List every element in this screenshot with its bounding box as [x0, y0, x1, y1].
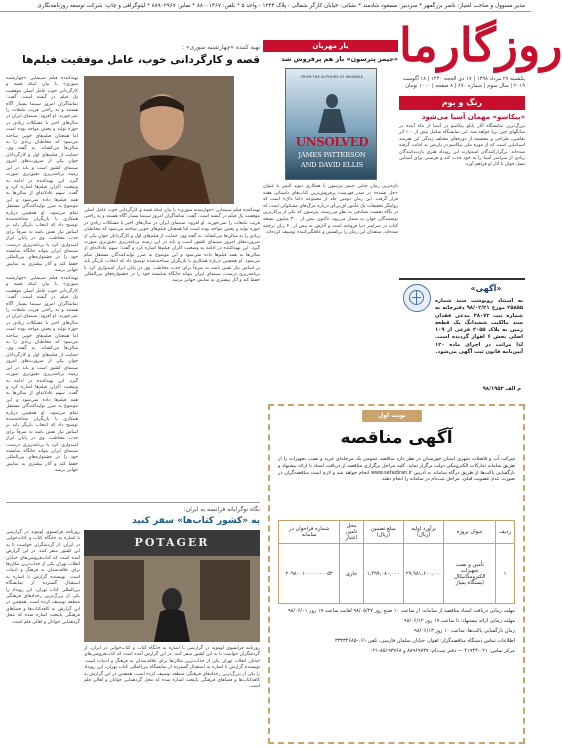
france-headline: به «کشور کتاب‌ها» سفر کنید: [132, 516, 260, 526]
table-cell: تأمین و نصب تجهیزات الکترومکانیکال ایستگاه پمپاژ: [444, 544, 496, 604]
table-header-cell: عنوان پروژه: [444, 521, 496, 544]
notice-title: «آگهی»: [470, 284, 502, 293]
silhouette-figure-icon: [304, 93, 360, 133]
table-cell: ۱: [496, 544, 515, 604]
notice-body: به استناد رونوشت سند شماره ۲۵۸۵۵ مورخ ۹۸/۰۲/۲۱ دفترخانه به شماره ثبت ۳۸۰۷۲ مدعی فقدان سند مالکیت ششدانگ یک قطعه زمین به پلاک ۲۰۵۵ فرعی از ۱۰۹ اصلی بخش ۶ اهواز گردیده است. لذا مراتب در اجرای ماده ۱۲۰ آیین‌نامه قانون ثبت آگهی می‌شود.: [435, 298, 523, 356]
table-header-cell: محل تامین اعتبار: [340, 521, 364, 544]
table-cell: ۱,۴۹۹,۰۸۰,۰۰۰: [363, 544, 403, 604]
france-kicker: نگاه نوگرایانه فرانسه به ایران:: [183, 506, 260, 513]
tender-title: آگهی مناقصه: [340, 428, 453, 448]
book-cover-tagline: FROM THE AUTHORS OF INVISIBLE: [300, 75, 364, 79]
tender-detail-line: مهلت زمانی دریافت اسناد مناقصه از سامانه: از ساعت ۱۰ صبح روز ۹۸/۰۵/۲۷ لغایت ساعت ۱۹ روز ۹۸/۰۶/۰۱: [287, 608, 515, 614]
interview-headline: قصه و کارگردانی خوب، عامل موفقیت فیلم‌ها: [22, 54, 260, 66]
publisher-info-strip: مدیر مسوول و صاحب امتیاز: ناصر بزرگمهر * سردبیر: مسعود شادمند * نشانی: خیابان کارگر شمالی - پلاک ۱۲۴۴ - واحد ۵ * تلفن: ۸۸۰۰۱۴۶۷ * نمابر: ۸۸۹۰۲۹۶۷ * لیتوگرافی و چاپ: شرکت توسعه روزنامه‌نگاری: [0, 0, 531, 12]
france-body-col-main: روزنامه فرانسوی لوموند در گزارشی با اشاره به جایگاه کتاب و کتاب‌خوانی در ایران، از گردشگران خواست تا به این کشور سفر کنند. در این گزارش آمده است که کتاب‌فروشی‌های خیابان انقلاب تهران یکی از جذاب‌ترین مکان‌ها برای علاقه‌مندان به فرهنگ و ادبیات است. نویسنده گزارش با اشاره به استقبال گسترده از نمایشگاه بین‌المللی کتاب تهران، این رویداد را یکی از بزرگ‌ترین رخدادهای فرهنگی منطقه توصیف کرده است. همچنین در این گزارش به کافه‌کتاب‌ها و فضاهای فرهنگی پایتخت اشاره شده که محل گردهمایی جوانان و اهالی قلم است.: [84, 646, 260, 690]
interview-body-col-lower: تهیه‌کننده فیلم سینمایی «چهارشنبه سوری» با بیان اینکه قصه و کارگردانی خوب عامل اصلی موفقیت یک فیلم در گیشه است، گفت: تماشاگران امروز سینما بسیار آگاه هستند و به راحتی فریب تبلیغات را نمی‌خورند. او افزود: سینمای ایران در سال‌های اخیر با مشکلات زیادی در حوزه تولید و پخش مواجه بوده است اما همچنان فیلم‌های خوبی ساخته می‌شود که مخاطبان زیادی را به سالن‌ها می‌کشاند. به گفته وی، حمایت از فیلم‌های اول و کارگردانان جوان یکی از ضرورت‌های امروز سینمای کشور است و باید در این زمینه برنامه‌ریزی دقیق‌تری صورت گیرد. این تهیه‌کننده در ادامه به وضعیت اکران فیلم‌ها اشاره کرد و گفت: سهم عادلانه‌ای از سالن‌ها به همه فیلم‌ها داده نمی‌شود و این موضوع به ضرر تولیدکنندگان مستقل تمام می‌شود. او همچنین درباره همکاری با بازیگران شناخته‌شده توضیح داد که انتخاب بازیگر باید بر اساس نیاز نقش باشد نه صرفاً برای جذب مخاطب. وی در پایان ابراز امیدواری کرد با برنامه‌ریزی درست، سینمای ایران بتواند جایگاه شایسته خود را در جشنواره‌های بین‌المللی حفظ کند و آثار بیشتری به نمایش جهانی برسد.: [6, 276, 78, 474]
book-cover-author-2: AND DAVID ELLIS: [300, 161, 364, 169]
tender-ad-box: [268, 404, 525, 744]
interview-kicker: تهیه کننده «چهارشنبه سوری» :: [181, 44, 260, 51]
table-cell: ۲۰۹۸۰۰۱۰۰۰۰۰۰۰۰۵۴: [279, 544, 340, 604]
dateline: یکشنبه ۲۷ مرداد ۱۳۹۸ | ۱۷ ذی الحجه ۱۴۴۰ | ۱۸ آگوست ۲۰۱۹ | سال سوم | شماره ۶۷۰ | ۸ صفحه | ۱۰۰۰ تومان: [402, 76, 525, 89]
table-header-cell: مبلغ تضمین (ریال): [363, 521, 403, 544]
registry-emblem-icon: [403, 284, 431, 312]
tender-intro: شرکت آب و فاضلاب شهری استان خوزستان در نظر دارد مناقصه عمومی یک مرحله‌ای خرید و نصب تجهیزات را از طریق سامانه تدارکات الکترونیکی دولت برگزار نماید. کلیه مراحل برگزاری مناقصه از دریافت اسناد تا ارائه پیشنهاد و بازگشایی پاکت‌ها از طریق درگاه سامانه به آدرس www.setadiran.ir انجام خواهد شد و لازم است مناقصه‌گران در صورت عدم عضویت قبلی، مراحل ثبت‌نام در سامانه را انجام دهند.: [278, 456, 516, 483]
tender-table-header: [279, 521, 515, 544]
table-header-cell: شماره فراخوان در سامانه: [279, 521, 340, 544]
tender-table-wrapper: [278, 520, 515, 604]
article-headline-patterson: «جیمز پترسون» باز هم پرفروش شد: [281, 55, 398, 63]
tender-detail-line: مهلت زمانی ارائه پیشنهاد: تا ساعت ۱۹ روز ۹۸/۰۶/۱۲: [404, 618, 515, 624]
section-label-rang-o-boo: رنگ و بوم: [399, 96, 525, 110]
tender-detail-line: اطلاعات تماس دستگاه مناقصه‌گزار: اهواز، خیابان سلمان فارسی، تلفن ۰۶۱-۳۳۳۳۴۶۸۵: [334, 638, 515, 644]
table-cell: جاری: [340, 544, 364, 604]
tender-detail-line: زمان بازگشایی پاکت‌ها: ساعت ۱۰ روز ۹۸/۰۶/۱۳: [414, 628, 515, 634]
interview-body-col-main: تهیه‌کننده فیلم سینمایی «چهارشنبه سوری» با بیان اینکه قصه و کارگردانی خوب عامل اصلی موفقیت یک فیلم در گیشه است، گفت: تماشاگران امروز سینما بسیار آگاه هستند و به راحتی فریب تبلیغات را نمی‌خورند. او افزود: سینمای ایران در سال‌های اخیر با مشکلات زیادی در حوزه تولید و پخش مواجه بوده است اما همچنان فیلم‌های خوبی ساخته می‌شود که مخاطبان زیادی را به سالن‌ها می‌کشاند. به گفته وی، حمایت از فیلم‌های اول و کارگردانان جوان یکی از ضرورت‌های امروز سینمای کشور است و باید در این زمینه برنامه‌ریزی دقیق‌تری صورت گیرد. این تهیه‌کننده در ادامه به وضعیت اکران فیلم‌ها اشاره کرد و گفت: سهم عادلانه‌ای از سالن‌ها به همه فیلم‌ها داده نمی‌شود و این موضوع به ضرر تولیدکنندگان مستقل تمام می‌شود. او همچنین درباره همکاری با بازیگران شناخته‌شده توضیح داد که انتخاب بازیگر باید بر اساس نیاز نقش باشد نه صرفاً برای جذب مخاطب. وی در پایان ابراز امیدواری کرد با برنامه‌ریزی درست، سینمای ایران بتواند جایگاه شایسته خود را در جشنواره‌های بین‌المللی حفظ کند و آثار بیشتری به نمایش جهانی برسد.: [84, 208, 260, 284]
tender-table: [278, 520, 515, 604]
section-label-yar-mehraban: یار مهربان: [263, 40, 398, 52]
book-cover-author-1: JAMES PATTERSON: [298, 151, 366, 159]
tender-detail-line: مرکز تماس: ۰۲۱-۴۱۹۳۴ — دفتر ثبت‌نام: ۸۸۹۶۹۷۳۷ و ۸۵۱۹۳۷۶۸-۰۲۱: [370, 648, 515, 654]
table-header-cell: ردیف: [496, 521, 515, 544]
book-cover-image: [285, 68, 377, 180]
interviewee-photo: [84, 76, 234, 204]
notice-code: م الف ۹۸/۱۹۵۳: [482, 386, 521, 392]
article-headline-picasso: «پیکاسو» مهمان آسیا می‌شود: [421, 113, 525, 121]
tender-badge: نوبت اول: [362, 410, 422, 422]
table-row: [279, 544, 515, 604]
france-body-col-left: روزنامه فرانسوی لوموند در گزارشی با اشاره به جایگاه کتاب و کتاب‌خوانی در ایران، از گردشگران خواست تا به این کشور سفر کنند. در این گزارش آمده است که کتاب‌فروشی‌های خیابان انقلاب تهران یکی از جذاب‌ترین مکان‌ها برای علاقه‌مندان به فرهنگ و ادبیات است. نویسنده گزارش با اشاره به استقبال گسترده از نمایشگاه بین‌المللی کتاب تهران، این رویداد را یکی از بزرگ‌ترین رخدادهای فرهنگی منطقه توصیف کرده است. همچنین در این گزارش به کافه‌کتاب‌ها و فضاهای فرهنگی پایتخت اشاره شده که محل گردهمایی جوانان و اهالی قلم است.: [6, 530, 80, 625]
section-divider: [6, 502, 260, 503]
article-body-picasso: بزرگ‌ترین نمایشگاه آثار پابلو پیکاسو در آسیا از ماه آینده در شانگهای چین برپا خواهد شد. این نمایشگاه شامل بیش از ۱۰۰ اثر نقاشی، طراحی و مجسمه از دوره‌های مختلف زندگی این هنرمند اسپانیایی است که از موزه ملی پیکاسو در پاریس به امانت گرفته شده‌اند. برگزارکنندگان امیدوارند این رویداد هنری بازدیدکنندگان زیادی از سراسر آسیا را به خود جذب کند و فرصتی برای آشنایی نسل جوان با آثار او فراهم آورد.: [399, 124, 525, 168]
bookshop-sign: POTAGER: [134, 536, 210, 549]
masthead-logo: [399, 14, 562, 76]
interview-body-col-left: تهیه‌کننده فیلم سینمایی «چهارشنبه سوری» با بیان اینکه قصه و کارگردانی خوب عامل اصلی موفقیت یک فیلم در گیشه است، گفت: تماشاگران امروز سینما بسیار آگاه هستند و به راحتی فریب تبلیغات را نمی‌خورند. او افزود: سینمای ایران در سال‌های اخیر با مشکلات زیادی در حوزه تولید و پخش مواجه بوده است اما همچنان فیلم‌های خوبی ساخته می‌شود که مخاطبان زیادی را به سالن‌ها می‌کشاند. به گفته وی، حمایت از فیلم‌های اول و کارگردانان جوان یکی از ضرورت‌های امروز سینمای کشور است و باید در این زمینه برنامه‌ریزی دقیق‌تری صورت گیرد. این تهیه‌کننده در ادامه به وضعیت اکران فیلم‌ها اشاره کرد و گفت: سهم عادلانه‌ای از سالن‌ها به همه فیلم‌ها داده نمی‌شود و این موضوع به ضرر تولیدکنندگان مستقل تمام می‌شود. او همچنین درباره همکاری با بازیگران شناخته‌شده توضیح داد که انتخاب بازیگر باید بر اساس نیاز نقش باشد نه صرفاً برای جذب مخاطب. وی در پایان ابراز امیدواری کرد با برنامه‌ریزی درست، سینمای ایران بتواند جایگاه شایسته خود را در جشنواره‌های بین‌المللی حفظ کند و آثار بیشتری به نمایش جهانی برسد.: [6, 76, 78, 274]
logo-text: روزگارما: [399, 18, 562, 72]
legal-notice: [399, 278, 525, 398]
tender-details: [278, 606, 515, 656]
book-cover-title: UNSOLVED: [295, 135, 369, 149]
bookshop-photo: [84, 530, 260, 642]
table-header-cell: برآورد اولیه (ریال): [403, 521, 444, 544]
article-body-patterson: تازه‌ترین رمان جنایی جیمز پترسون با همکاری دیوید الیس با عنوان «حل نشده» در صدر فهرست پرفروش‌ترین کتاب‌های داستانی هفته قرار گرفت. این رمان دومین جلد از مجموعه «اما داک» است که روایتگر تحقیقات یک مأمور اف‌بی‌آی درباره مرگ‌های مشکوکی است که در نگاه نخست تصادفی به نظر می‌رسند. پترسون که یکی از پرکارترین نویسندگان جهان به شمار می‌رود، تاکنون بیش از ۳۰۰ میلیون نسخه کتاب در سراسر دنیا فروخته است و آثارش به بیش از ۴۰ زبان ترجمه شده‌اند. منتقدان این رمان را پرکشش و غافلگیرکننده توصیف کرده‌اند.: [263, 184, 398, 236]
table-cell: ۲۹,۹۸۱,۶۰۰,۰۰۰: [403, 544, 444, 604]
